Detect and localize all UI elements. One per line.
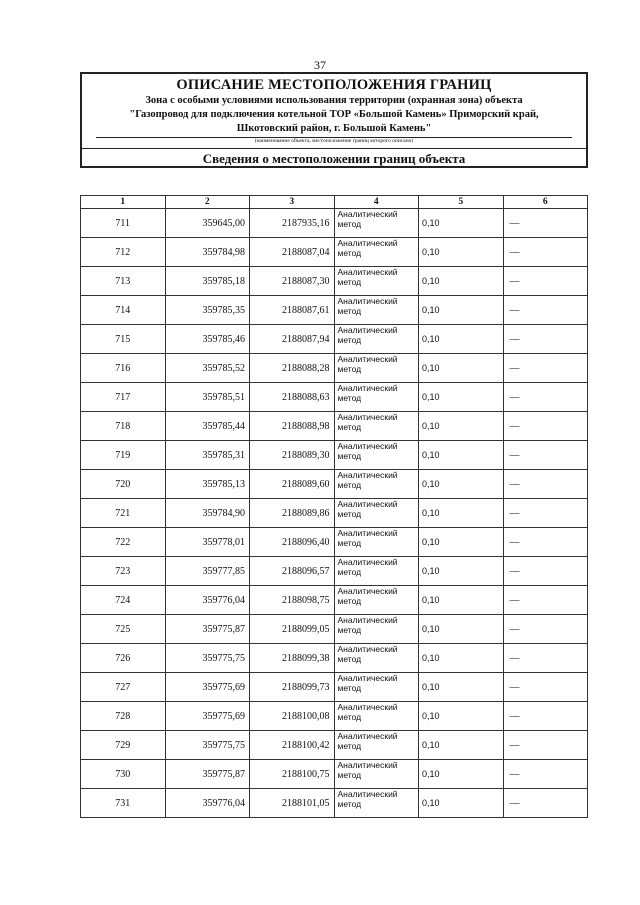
accuracy-cell: 0,10 xyxy=(419,673,504,702)
point-number-cell: 726 xyxy=(81,644,166,673)
coordinate-x-cell: 359775,75 xyxy=(165,644,250,673)
note-cell: — xyxy=(503,528,588,557)
accuracy-cell: 0,10 xyxy=(419,615,504,644)
point-number-cell: 730 xyxy=(81,760,166,789)
method-cell: Аналитический метод xyxy=(334,412,419,441)
point-number-cell: 728 xyxy=(81,702,166,731)
coordinate-x-cell: 359784,90 xyxy=(165,499,250,528)
table-header-row xyxy=(81,196,588,209)
coordinate-y-cell: 2188089,86 xyxy=(250,499,335,528)
note-cell: — xyxy=(503,412,588,441)
method-cell: Аналитический метод xyxy=(334,644,419,673)
table-row xyxy=(81,441,588,470)
note-cell: — xyxy=(503,354,588,383)
coordinate-x-cell: 359778,01 xyxy=(165,528,250,557)
table-body xyxy=(81,209,588,818)
accuracy-cell: 0,10 xyxy=(419,470,504,499)
coordinate-y-cell: 2188089,60 xyxy=(250,470,335,499)
coordinate-y-cell: 2188099,73 xyxy=(250,673,335,702)
coordinate-x-cell: 359785,31 xyxy=(165,441,250,470)
note-cell: — xyxy=(503,760,588,789)
document-header xyxy=(80,72,588,168)
table-row xyxy=(81,615,588,644)
note-cell: — xyxy=(503,586,588,615)
coordinate-y-cell: 2188087,94 xyxy=(250,325,335,354)
point-number-cell: 711 xyxy=(81,209,166,238)
accuracy-cell: 0,10 xyxy=(419,383,504,412)
point-number-cell: 713 xyxy=(81,267,166,296)
coordinate-y-cell: 2188100,08 xyxy=(250,702,335,731)
table-row xyxy=(81,238,588,267)
table-row xyxy=(81,499,588,528)
coordinate-y-cell: 2188101,05 xyxy=(250,789,335,818)
method-cell: Аналитический метод xyxy=(334,673,419,702)
accuracy-cell: 0,10 xyxy=(419,528,504,557)
coordinate-x-cell: 359775,87 xyxy=(165,615,250,644)
coordinate-x-cell: 359785,46 xyxy=(165,325,250,354)
coordinate-x-cell: 359785,52 xyxy=(165,354,250,383)
point-number-cell: 712 xyxy=(81,238,166,267)
method-cell: Аналитический метод xyxy=(334,528,419,557)
coordinate-y-cell: 2188098,75 xyxy=(250,586,335,615)
point-number-cell: 722 xyxy=(81,528,166,557)
coordinate-y-cell: 2188099,05 xyxy=(250,615,335,644)
column-header-2: 2 xyxy=(165,196,250,209)
method-cell: Аналитический метод xyxy=(334,325,419,354)
note-cell: — xyxy=(503,441,588,470)
method-cell: Аналитический метод xyxy=(334,499,419,528)
coordinate-y-cell: 2188100,75 xyxy=(250,760,335,789)
table-row xyxy=(81,644,588,673)
table-row xyxy=(81,470,588,499)
accuracy-cell: 0,10 xyxy=(419,760,504,789)
coordinate-x-cell: 359785,44 xyxy=(165,412,250,441)
table-row xyxy=(81,412,588,441)
object-caption: (наименование объекта, местоположение границ которого описано) xyxy=(96,137,572,145)
note-cell: — xyxy=(503,731,588,760)
note-cell: — xyxy=(503,296,588,325)
header-divider xyxy=(82,148,586,149)
method-cell: Аналитический метод xyxy=(334,383,419,412)
table-row xyxy=(81,528,588,557)
point-number-cell: 717 xyxy=(81,383,166,412)
accuracy-cell: 0,10 xyxy=(419,557,504,586)
accuracy-cell: 0,10 xyxy=(419,644,504,673)
note-cell: — xyxy=(503,789,588,818)
point-number-cell: 720 xyxy=(81,470,166,499)
note-cell: — xyxy=(503,557,588,586)
column-header-5: 5 xyxy=(419,196,504,209)
point-number-cell: 723 xyxy=(81,557,166,586)
table-row xyxy=(81,731,588,760)
coordinate-x-cell: 359775,75 xyxy=(165,731,250,760)
coordinate-y-cell: 2188087,04 xyxy=(250,238,335,267)
coordinate-y-cell: 2188088,28 xyxy=(250,354,335,383)
table-row xyxy=(81,209,588,238)
table-row xyxy=(81,296,588,325)
method-cell: Аналитический метод xyxy=(334,586,419,615)
method-cell: Аналитический метод xyxy=(334,789,419,818)
point-number-cell: 724 xyxy=(81,586,166,615)
accuracy-cell: 0,10 xyxy=(419,789,504,818)
coordinate-y-cell: 2188089,30 xyxy=(250,441,335,470)
point-number-cell: 718 xyxy=(81,412,166,441)
coordinate-y-cell: 2188096,40 xyxy=(250,528,335,557)
coordinate-x-cell: 359775,87 xyxy=(165,760,250,789)
coordinate-x-cell: 359785,35 xyxy=(165,296,250,325)
document-title: ОПИСАНИЕ МЕСТОПОЛОЖЕНИЯ ГРАНИЦ xyxy=(176,77,492,93)
point-number-cell: 714 xyxy=(81,296,166,325)
coordinate-x-cell: 359777,85 xyxy=(165,557,250,586)
accuracy-cell: 0,10 xyxy=(419,209,504,238)
accuracy-cell: 0,10 xyxy=(419,412,504,441)
coordinate-x-cell: 359785,13 xyxy=(165,470,250,499)
column-header-1: 1 xyxy=(81,196,166,209)
column-header-4: 4 xyxy=(334,196,419,209)
coordinate-y-cell: 2188099,38 xyxy=(250,644,335,673)
method-cell: Аналитический метод xyxy=(334,238,419,267)
section-subtitle: Сведения о местоположении границ объекта xyxy=(202,151,466,166)
note-cell: — xyxy=(503,499,588,528)
table-row xyxy=(81,702,588,731)
coordinate-y-cell: 2188087,30 xyxy=(250,267,335,296)
coordinate-x-cell: 359785,51 xyxy=(165,383,250,412)
point-number-cell: 715 xyxy=(81,325,166,354)
object-description-line-3: Шкотовский район, г. Большой Камень" xyxy=(236,123,432,134)
table-row xyxy=(81,325,588,354)
object-description-line-1: Зона с особыми условиями использования территории (охранная зона) объекта xyxy=(145,95,523,106)
coordinate-x-cell: 359776,04 xyxy=(165,586,250,615)
method-cell: Аналитический метод xyxy=(334,557,419,586)
table-row xyxy=(81,586,588,615)
method-cell: Аналитический метод xyxy=(334,209,419,238)
boundary-coordinates-table xyxy=(80,195,588,818)
table-row xyxy=(81,383,588,412)
table-row xyxy=(81,789,588,818)
point-number-cell: 731 xyxy=(81,789,166,818)
coordinate-y-cell: 2188088,63 xyxy=(250,383,335,412)
method-cell: Аналитический метод xyxy=(334,354,419,383)
method-cell: Аналитический метод xyxy=(334,731,419,760)
coordinate-x-cell: 359784,98 xyxy=(165,238,250,267)
note-cell: — xyxy=(503,615,588,644)
accuracy-cell: 0,10 xyxy=(419,499,504,528)
accuracy-cell: 0,10 xyxy=(419,441,504,470)
column-header-6: 6 xyxy=(503,196,588,209)
note-cell: — xyxy=(503,673,588,702)
point-number-cell: 729 xyxy=(81,731,166,760)
table-row xyxy=(81,267,588,296)
note-cell: — xyxy=(503,470,588,499)
method-cell: Аналитический метод xyxy=(334,760,419,789)
coordinate-y-cell: 2188087,61 xyxy=(250,296,335,325)
table-row xyxy=(81,673,588,702)
point-number-cell: 719 xyxy=(81,441,166,470)
point-number-cell: 721 xyxy=(81,499,166,528)
note-cell: — xyxy=(503,644,588,673)
coordinate-x-cell: 359775,69 xyxy=(165,673,250,702)
coordinate-y-cell: 2188100,42 xyxy=(250,731,335,760)
method-cell: Аналитический метод xyxy=(334,702,419,731)
note-cell: — xyxy=(503,209,588,238)
method-cell: Аналитический метод xyxy=(334,267,419,296)
point-number-cell: 727 xyxy=(81,673,166,702)
table-row xyxy=(81,354,588,383)
note-cell: — xyxy=(503,238,588,267)
method-cell: Аналитический метод xyxy=(334,615,419,644)
accuracy-cell: 0,10 xyxy=(419,354,504,383)
method-cell: Аналитический метод xyxy=(334,470,419,499)
note-cell: — xyxy=(503,267,588,296)
table-row xyxy=(81,760,588,789)
accuracy-cell: 0,10 xyxy=(419,296,504,325)
note-cell: — xyxy=(503,325,588,354)
method-cell: Аналитический метод xyxy=(334,296,419,325)
coordinate-x-cell: 359645,00 xyxy=(165,209,250,238)
page-number: 37 xyxy=(314,58,326,72)
table-row xyxy=(81,557,588,586)
coordinate-y-cell: 2188096,57 xyxy=(250,557,335,586)
accuracy-cell: 0,10 xyxy=(419,702,504,731)
accuracy-cell: 0,10 xyxy=(419,731,504,760)
accuracy-cell: 0,10 xyxy=(419,238,504,267)
coordinate-x-cell: 359775,69 xyxy=(165,702,250,731)
note-cell: — xyxy=(503,383,588,412)
coordinate-y-cell: 2188088,98 xyxy=(250,412,335,441)
point-number-cell: 725 xyxy=(81,615,166,644)
coordinate-x-cell: 359785,18 xyxy=(165,267,250,296)
column-header-3: 3 xyxy=(250,196,335,209)
coordinate-y-cell: 2187935,16 xyxy=(250,209,335,238)
coordinate-x-cell: 359776,04 xyxy=(165,789,250,818)
object-description-line-2: "Газопровод для подключения котельной ТОР «Большой Камень» Приморский край, xyxy=(129,109,539,120)
note-cell: — xyxy=(503,702,588,731)
method-cell: Аналитический метод xyxy=(334,441,419,470)
point-number-cell: 716 xyxy=(81,354,166,383)
accuracy-cell: 0,10 xyxy=(419,586,504,615)
accuracy-cell: 0,10 xyxy=(419,267,504,296)
accuracy-cell: 0,10 xyxy=(419,325,504,354)
